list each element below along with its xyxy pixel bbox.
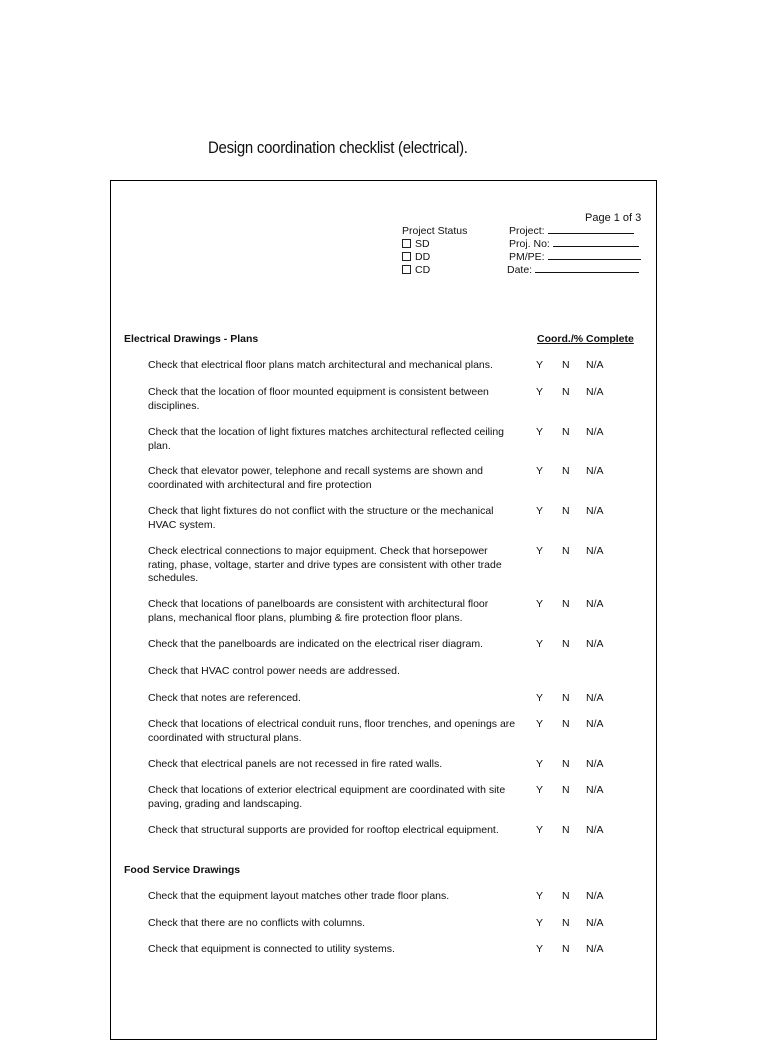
checklist-item: Check that light fixtures do not conflict with the structure or the mechanical HVAC system. xyxy=(148,505,494,531)
answer-na[interactable]: N/A xyxy=(586,638,604,650)
answer-yes[interactable]: Y xyxy=(536,943,544,955)
answer-yes[interactable]: Y xyxy=(536,824,544,836)
figure-caption: Design coordination checklist (electrical). xyxy=(208,138,468,157)
answer-yes[interactable]: Y xyxy=(536,758,544,770)
answer-yes[interactable]: Y xyxy=(536,386,544,398)
answer-no[interactable]: N xyxy=(562,505,570,517)
answer-na[interactable]: N/A xyxy=(586,890,604,902)
answer-na[interactable]: N/A xyxy=(586,505,604,517)
answer-na[interactable]: N/A xyxy=(586,692,604,704)
answer-na[interactable]: N/A xyxy=(586,386,604,398)
pm-pe-field[interactable]: PM/PE: xyxy=(509,251,641,263)
answer-no[interactable]: N xyxy=(562,943,570,955)
status-option-dd[interactable]: DD xyxy=(402,251,430,263)
answer-no[interactable]: N xyxy=(562,718,570,730)
answer-no[interactable]: N xyxy=(562,638,570,650)
answer-yes[interactable]: Y xyxy=(536,465,544,477)
answer-yes[interactable]: Y xyxy=(536,784,544,796)
pm-pe-blank-line xyxy=(548,258,641,260)
answer-no[interactable]: N xyxy=(562,824,570,836)
answer-no[interactable]: N xyxy=(562,386,570,398)
answer-no[interactable]: N xyxy=(562,890,570,902)
answer-na[interactable]: N/A xyxy=(586,359,604,371)
checklist-item: Check that locations of exterior electrical equipment are coordinated with site paving, grading and landscaping. xyxy=(148,784,506,810)
checkbox-icon[interactable] xyxy=(402,265,411,274)
answer-no[interactable]: N xyxy=(562,545,570,557)
status-option-sd[interactable]: SD xyxy=(402,238,430,250)
checkbox-icon[interactable] xyxy=(402,252,411,261)
answer-na[interactable]: N/A xyxy=(586,758,604,770)
proj-no-field[interactable]: Proj. No: xyxy=(509,238,639,250)
proj-no-blank-line xyxy=(553,245,639,247)
checklist-item: Check that HVAC control power needs are addressed. xyxy=(148,665,400,677)
answer-no[interactable]: N xyxy=(562,784,570,796)
checklist-item: Check that structural supports are provided for rooftop electrical equipment. xyxy=(148,824,499,836)
answer-no[interactable]: N xyxy=(562,426,570,438)
answer-yes[interactable]: Y xyxy=(536,692,544,704)
answer-na[interactable]: N/A xyxy=(586,718,604,730)
answer-yes[interactable]: Y xyxy=(536,718,544,730)
section-title-electrical-plans: Electrical Drawings - Plans xyxy=(124,333,259,345)
answer-yes[interactable]: Y xyxy=(536,598,544,610)
date-field[interactable]: Date: xyxy=(507,264,639,276)
checklist-item: Check electrical connections to major equipment. Check that horsepower rating, phase, voltage, starter and drive types are consistent with other trade schedules. xyxy=(148,545,502,584)
answer-no[interactable]: N xyxy=(562,465,570,477)
answer-no[interactable]: N xyxy=(562,692,570,704)
checklist-sheet xyxy=(110,180,657,1040)
answer-yes[interactable]: Y xyxy=(536,890,544,902)
answer-no[interactable]: N xyxy=(562,758,570,770)
project-status-label: Project Status xyxy=(402,225,468,237)
answer-na[interactable]: N/A xyxy=(586,917,604,929)
checklist-item: Check that locations of panelboards are consistent with architectural floor plans, mechanical floor plans, plumbing & fire protection floor plans. xyxy=(148,598,489,624)
answer-yes[interactable]: Y xyxy=(536,917,544,929)
section-title-food-service: Food Service Drawings xyxy=(124,864,241,876)
answer-na[interactable]: N/A xyxy=(586,824,604,836)
checklist-item: Check that electrical floor plans match architectural and mechanical plans. xyxy=(148,359,493,371)
page-number: Page 1 of 3 xyxy=(585,212,642,224)
checklist-item: Check that notes are referenced. xyxy=(148,692,301,704)
answer-no[interactable]: N xyxy=(562,917,570,929)
checklist-item: Check that elevator power, telephone and recall systems are shown and coordinated with architectural and fire protection xyxy=(148,465,484,491)
answer-na[interactable]: N/A xyxy=(586,426,604,438)
answer-yes[interactable]: Y xyxy=(536,505,544,517)
checkbox-icon[interactable] xyxy=(402,239,411,248)
answer-no[interactable]: N xyxy=(562,359,570,371)
checklist-item: Check that the panelboards are indicated on the electrical riser diagram. xyxy=(148,638,484,650)
answer-yes[interactable]: Y xyxy=(536,359,544,371)
answer-na[interactable]: N/A xyxy=(586,943,604,955)
coord-complete-header: Coord./% Complete xyxy=(537,333,634,345)
date-blank-line xyxy=(535,271,639,273)
checklist-item: Check that there are no conflicts with columns. xyxy=(148,917,366,929)
checklist-item: Check that the location of floor mounted equipment is consistent between disciplines. xyxy=(148,386,489,412)
checklist-item: Check that the location of light fixtures matches architectural reflected ceiling plan. xyxy=(148,426,505,452)
status-option-cd[interactable]: CD xyxy=(402,264,430,276)
answer-na[interactable]: N/A xyxy=(586,465,604,477)
answer-yes[interactable]: Y xyxy=(536,426,544,438)
checklist-item: Check that equipment is connected to utility systems. xyxy=(148,943,395,955)
answer-no[interactable]: N xyxy=(562,598,570,610)
answer-yes[interactable]: Y xyxy=(536,638,544,650)
checklist-item: Check that the equipment layout matches other trade floor plans. xyxy=(148,890,450,902)
answer-na[interactable]: N/A xyxy=(586,598,604,610)
checklist-item: Check that electrical panels are not recessed in fire rated walls. xyxy=(148,758,443,770)
project-field[interactable]: Project: xyxy=(509,225,634,237)
answer-na[interactable]: N/A xyxy=(586,784,604,796)
answer-na[interactable]: N/A xyxy=(586,545,604,557)
checklist-item: Check that locations of electrical conduit runs, floor trenches, and openings are coordinated with structural plans. xyxy=(148,718,516,744)
project-blank-line xyxy=(548,232,634,234)
answer-yes[interactable]: Y xyxy=(536,545,544,557)
